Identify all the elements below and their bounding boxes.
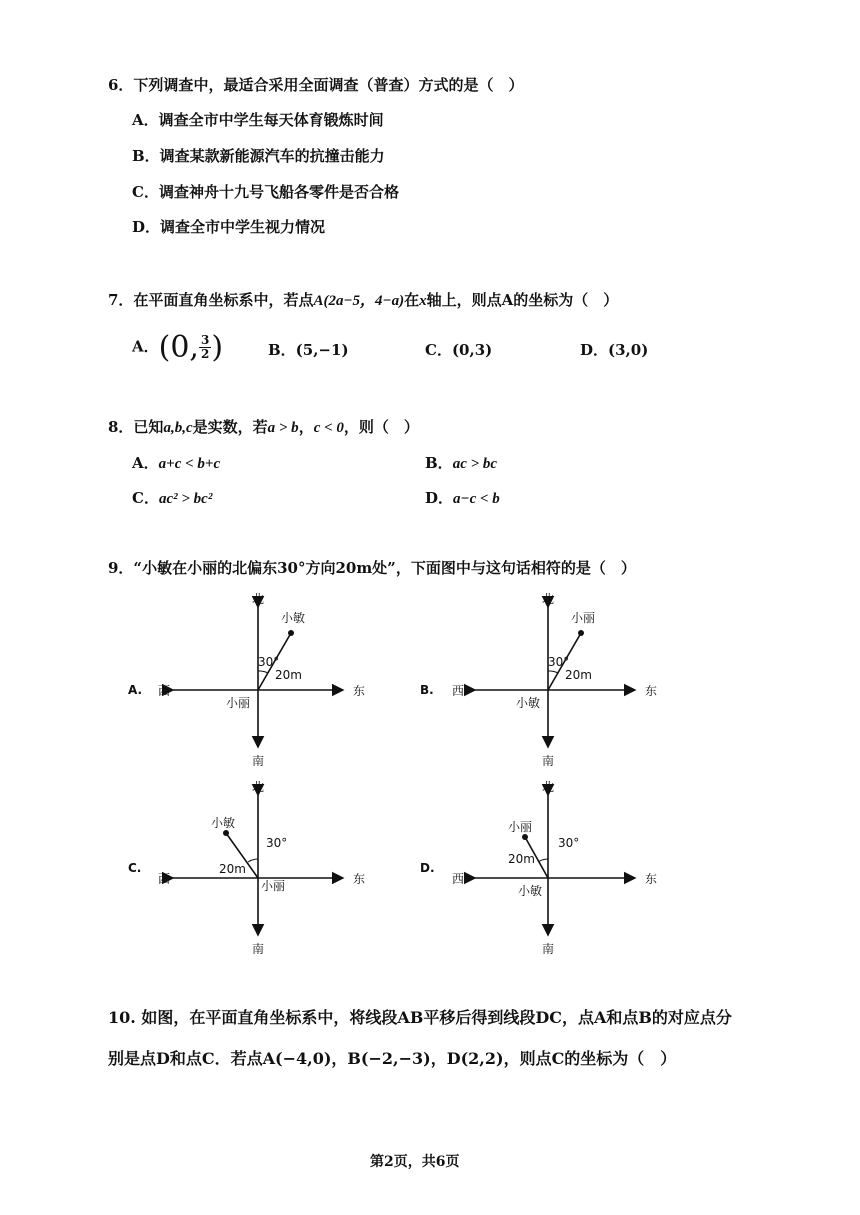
q9-stem: 9．“小敏在小丽的北偏东30°方向20m处”，下面图中与这句话相符的是（ ） (108, 559, 636, 577)
q8-option-c-label: C． (132, 489, 159, 507)
q6-stem: 6．下列调查中，最适合采用全面调查（普查）方式的是（ ） (108, 76, 524, 94)
q8-option-a-label: A． (132, 454, 159, 472)
q9-c-point (223, 830, 229, 836)
q8-option-b (425, 452, 497, 473)
q8-stem-vars: a,b,c (163, 420, 193, 436)
q7-option-a (132, 330, 223, 365)
q9-diagram-c-svg (128, 775, 378, 960)
q7-option-a-left: (0, (158, 330, 199, 365)
q7-option-a-den: 2 (200, 347, 210, 361)
q8-stem (108, 416, 419, 437)
q9-b-point-label: 小丽 (571, 611, 596, 625)
q9-b-south: 南 (542, 754, 555, 768)
q9-b-angle-arc (548, 671, 558, 673)
q7-stem-axis: x (419, 293, 427, 309)
q9-b-point (578, 630, 584, 636)
q9-c-west: 西 (158, 872, 171, 886)
q9-a-angle: 30° (258, 655, 280, 669)
q7-stem (108, 289, 618, 310)
q8-option-c-expr: ac² > bc² (158, 491, 213, 507)
q9-b-origin: 小敏 (516, 696, 541, 710)
q9-d-west: 西 (452, 872, 465, 886)
q10-line2: 别是点D和点C．若点A(−4,0)，B(−2,−3)，D(2,2)，则点C的坐标为（ ） (108, 1049, 677, 1068)
q6-option-c: C．调查神舟十九号飞船各零件是否合格 (132, 183, 399, 201)
q9-d-angle-arc (538, 859, 548, 862)
q9-d-origin: 小敏 (518, 884, 543, 898)
q9-b-dist: 20m (565, 668, 592, 682)
q9-b-angle: 30° (548, 655, 570, 669)
q9-b-west: 西 (452, 684, 465, 698)
q9-a-label: A. (128, 683, 143, 697)
q8-stem-pre: 8．已知 (108, 418, 164, 436)
q9-diagram-d-svg (420, 775, 670, 960)
q8-option-a-expr: a+c < b+c (158, 456, 221, 472)
q9-a-origin: 小丽 (226, 696, 251, 710)
q9-c-origin: 小丽 (261, 879, 286, 893)
q8-option-d (425, 487, 500, 508)
q9-c-angle-arc (248, 859, 258, 862)
q9-c-east: 东 (353, 872, 366, 886)
q8-stem-post: ，则（ ） (343, 418, 419, 436)
q7-option-a-label: A． (132, 337, 159, 356)
q9-a-south: 南 (252, 754, 265, 768)
q7-stem-mid: 在 (404, 291, 420, 309)
q8-option-b-label: B． (425, 454, 453, 472)
q9-d-point-label: 小丽 (508, 820, 533, 834)
q9-a-dist: 20m (275, 668, 302, 682)
q8-option-c (132, 487, 212, 508)
page-footer: 第2页，共6页 (370, 1154, 460, 1170)
q9-a-east: 东 (353, 684, 366, 698)
q9-d-north: 北 (542, 780, 555, 794)
q9-diagram-a-svg (128, 585, 378, 770)
q9-c-angle: 30° (266, 836, 288, 850)
q8-stem-mid: 是实数，若 (192, 418, 268, 436)
q7-stem-pre: 7．在平面直角坐标系中，若点 (108, 291, 314, 309)
q7-option-c: C．(0,3) (425, 341, 493, 359)
q7-stem-post: 轴上，则点A的坐标为（ ） (426, 291, 619, 309)
q9-b-east: 东 (645, 684, 658, 698)
q8-stem-cond2: c < 0 (313, 420, 344, 436)
q8-option-a (132, 452, 220, 473)
q7-option-a-right: ) (211, 330, 224, 365)
q8-option-d-label: D． (425, 489, 454, 507)
q9-diagram-a (128, 585, 378, 770)
q9-c-point-label: 小敏 (211, 816, 236, 830)
q7-option-a-num: 3 (200, 333, 210, 347)
q9-b-north: 北 (542, 592, 555, 606)
q9-d-east: 东 (645, 872, 658, 886)
q7-option-b: B．(5,−1) (268, 341, 349, 359)
q9-d-dist: 20m (508, 852, 535, 866)
q9-c-south: 南 (252, 942, 265, 956)
q9-a-point-label: 小敏 (281, 611, 306, 625)
q7-option-a-fraction (199, 334, 211, 361)
q9-a-angle-arc (258, 671, 268, 673)
q9-diagram-d (420, 775, 670, 960)
q10-line1: 10. 如图，在平面直角坐标系中，将线段AB平移后得到线段DC，点A和点B的对应点分 (108, 1008, 732, 1027)
q9-d-south: 南 (542, 942, 555, 956)
q6-option-a: A．调查全市中学生每天体育锻炼时间 (132, 111, 384, 129)
q9-d-label: D. (420, 861, 435, 875)
q9-diagram-b (420, 585, 670, 770)
q9-d-angle: 30° (558, 836, 580, 850)
q9-a-north: 北 (252, 592, 265, 606)
q9-c-label: C. (128, 861, 142, 875)
q8-option-d-expr: a−c < b (453, 491, 500, 507)
q8-option-b-expr: ac > bc (452, 456, 498, 472)
q9-diagram-b-svg (420, 585, 670, 770)
q6-option-d: D．调查全市中学生视力情况 (132, 218, 326, 236)
q9-c-dist: 20m (219, 862, 246, 876)
q7-stem-point: A(2a−5，4−a) (313, 293, 405, 309)
q9-c-north: 北 (252, 780, 265, 794)
q6-option-b: B．调查某款新能源汽车的抗撞击能力 (132, 147, 385, 165)
q9-a-point (288, 630, 294, 636)
q8-stem-cond1: a > b (267, 420, 299, 436)
q9-a-west: 西 (158, 684, 171, 698)
q9-d-point (522, 834, 528, 840)
q9-b-label: B. (420, 683, 434, 697)
q8-stem-comma: ， (298, 418, 314, 436)
q9-diagram-c (128, 775, 378, 960)
q7-option-d: D．(3,0) (580, 341, 649, 359)
